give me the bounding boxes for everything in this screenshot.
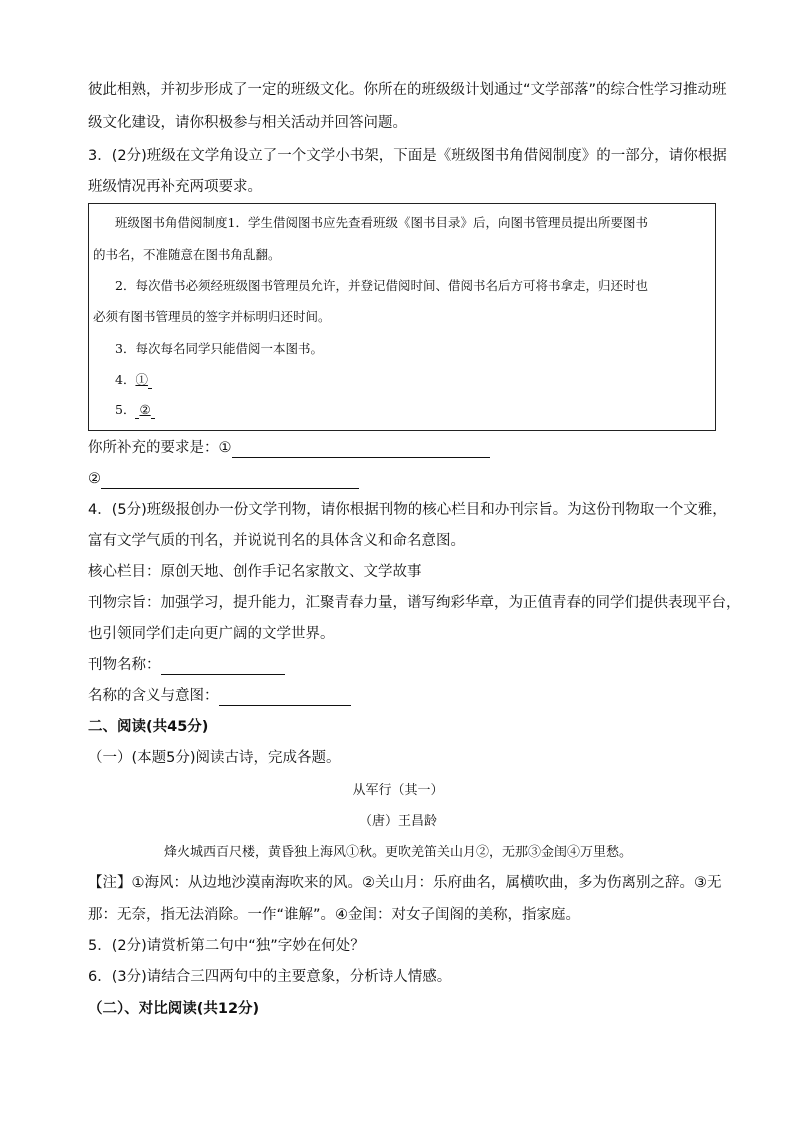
rule-5-blank-lead — [135, 418, 139, 419]
question-6: 6．(3分)请结合三四两句中的主要意象，分析诗人情感。 — [88, 969, 452, 985]
journal-name-line — [88, 655, 728, 675]
library-rules-box — [88, 203, 716, 431]
reading-part-2-title: （二）、对比阅读(共12分) — [88, 1001, 260, 1017]
rule-4 — [115, 371, 705, 389]
rule-1-line-1: 班级图书角借阅制度1．学生借阅图书应先查看班级《图书目录》后，向图书管理员提出所要图书 — [115, 215, 648, 230]
question-3-line-2: 班级情况再补充两项要求。 — [88, 179, 262, 195]
intro-line-1: 彼此相熟，并初步形成了一定的班级文化。你所在的班级级计划通过“文学部落”的综合性学习推动班 — [88, 82, 727, 98]
question-4-line-1: 4．(5分)班级报创办一份文学刊物，请你根据刊物的核心栏目和办刊宗旨。为这份刊物取一个文雅， — [88, 502, 727, 518]
answer-2-label: ② — [88, 471, 101, 487]
rule-5 — [115, 401, 705, 419]
poem-title: 从军行（其一） — [352, 783, 444, 798]
answer-line-1 — [88, 438, 728, 458]
question-5: 5．(2分)请赏析第二句中“独”字妙在何处？ — [88, 938, 365, 954]
journal-meaning-label: 名称的含义与意图： — [88, 688, 219, 704]
journal-meaning-line — [88, 686, 728, 706]
journal-name-blank[interactable] — [161, 657, 285, 675]
reading-part-1-title: （一）(本题5分)阅读古诗，完成各题。 — [88, 750, 341, 766]
rule-5-blank: ② — [139, 402, 151, 417]
section-2-title: 二、阅读(共45分) — [88, 719, 209, 735]
rule-3: 3．每次每名同学只能借阅一本图书。 — [115, 341, 323, 356]
rule-5-blank-line — [151, 418, 155, 419]
poem-author: （唐）王昌龄 — [358, 814, 437, 829]
rule-2-line-1: 2．每次借书必须经班级图书管理员允许，并登记借阅时间、借阅书名后方可将书拿走，归还时也 — [115, 278, 648, 293]
answer-1-label: 你所补充的要求是：① — [88, 440, 232, 456]
answer-line-2 — [88, 469, 728, 489]
answer-2-blank[interactable] — [101, 471, 359, 489]
journal-name-label: 刊物名称： — [88, 657, 161, 673]
rule-4-blank: ① — [135, 372, 148, 387]
rule-1-line-2: 的书名，不准随意在图书角乱翻。 — [93, 247, 281, 262]
poem-note-line-1: 【注】①海风：从边地沙漠南海吹来的风。②关山月：乐府曲名，属横吹曲，多为伤离别之辞。③无 — [88, 875, 722, 891]
question-3-line-1: 3．(2分)班级在文学角设立了一个文学小书架，下面是《班级图书角借阅制度》的一部分，请你根据 — [88, 148, 727, 164]
question-4-line-2: 富有文学气质的刊名，并说说刊名的具体含义和命名意图。 — [88, 533, 465, 549]
poem-note-line-2: 那：无奈，指无法消除。一作“谁解”。④金闺：对女子闺阁的美称，指家庭。 — [88, 907, 581, 923]
purpose-line-2: 也引领同学们走向更广阔的文学世界。 — [88, 626, 335, 642]
journal-meaning-blank[interactable] — [219, 688, 351, 706]
poem-body: 烽火城西百尺楼，黄昏独上海风①秋。更吹羌笛关山月②，无那③金闺④万里愁。 — [163, 845, 632, 860]
intro-line-2: 级文化建设，请你积极参与相关活动并回答问题。 — [88, 115, 407, 131]
answer-1-blank[interactable] — [232, 440, 490, 458]
rule-4-number: 4． — [115, 372, 136, 387]
purpose-line-1: 刊物宗旨：加强学习，提升能力，汇聚青春力量，谱写绚彩华章，为正值青春的同学们提供表现平台， — [88, 595, 741, 611]
rule-5-number: 5． — [115, 402, 136, 417]
rule-4-blank-line — [148, 388, 152, 389]
rule-2-line-2: 必须有图书管理员的签字并标明归还时间。 — [93, 309, 331, 324]
core-columns: 核心栏目：原创天地、创作手记名家散文、文学故事 — [88, 564, 422, 580]
